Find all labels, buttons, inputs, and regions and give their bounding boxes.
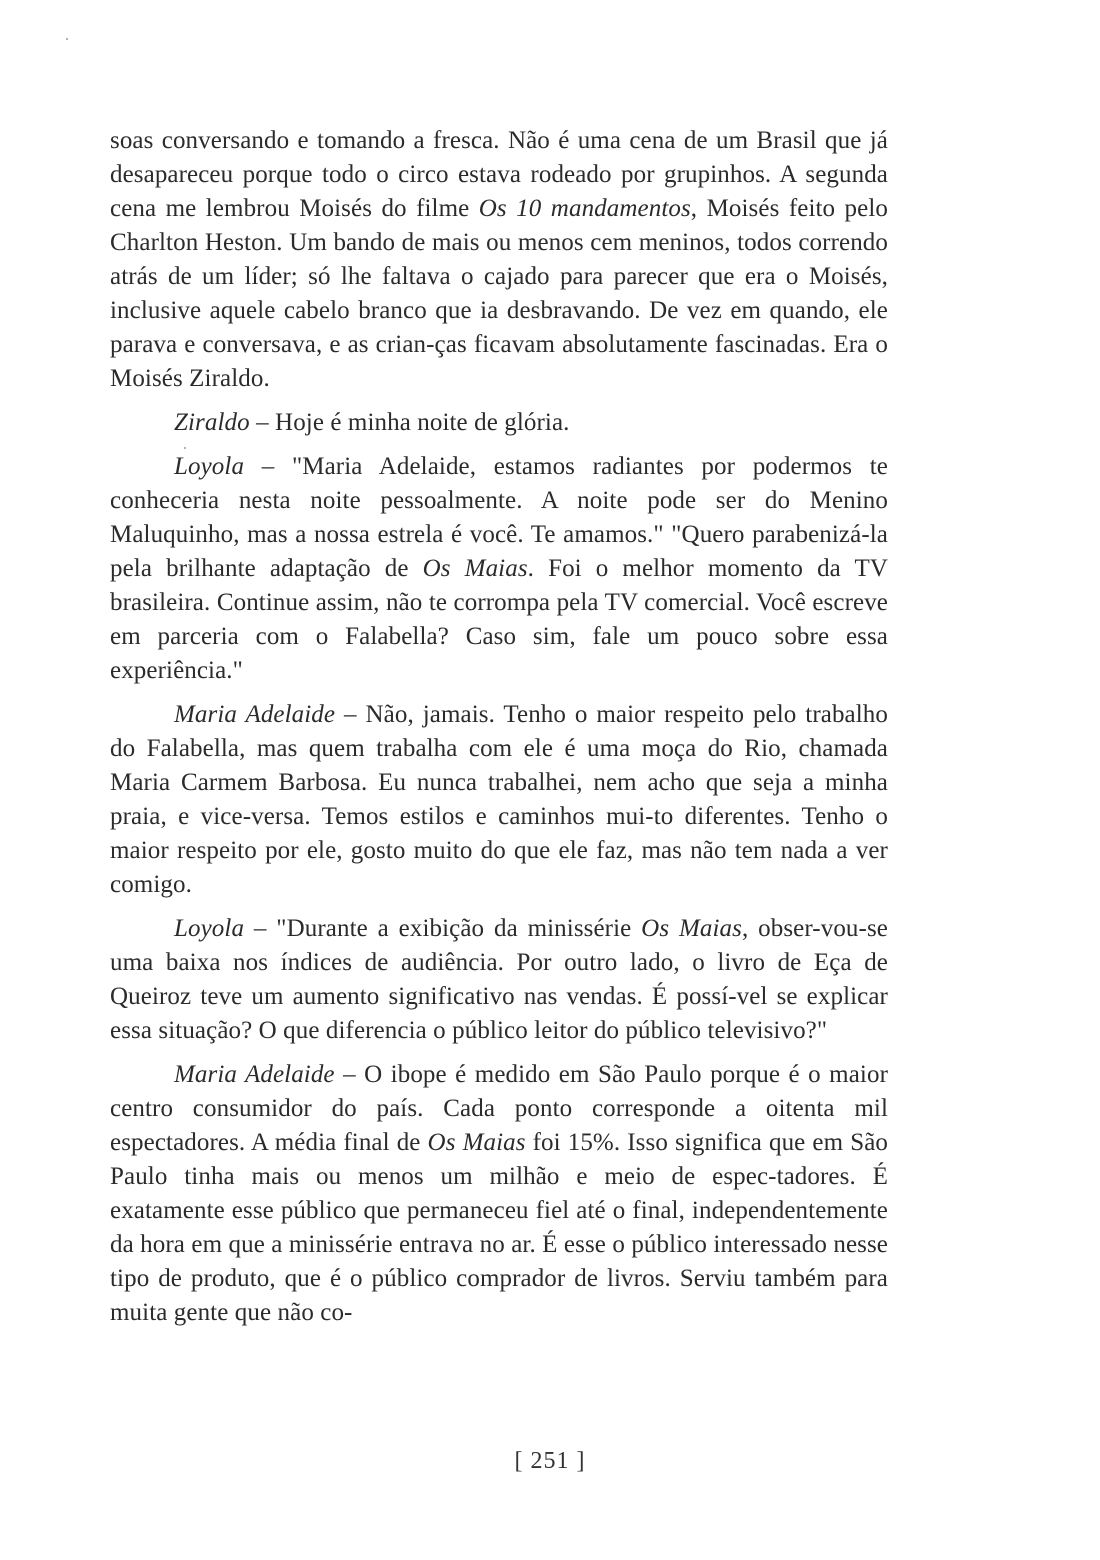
text-run: – Não, jamais. Tenho o maior respeito pelo trabalho do Falabella, mas quem trabalha com ele é uma moça do Rio, chamada Maria Carmem Barbosa. Eu nunca trabalhei, nem acho que seja a minha praia, e vice-versa. Temos estilos e caminhos mui-to diferentes. Tenho o maior respeito por ele, gosto muito do que ele faz, mas não tem nada a ver comigo.	[110, 701, 888, 898]
series-title: Os Maias	[427, 1129, 526, 1156]
text-run: – Hoje é minha noite de glória.	[249, 409, 570, 436]
series-title: Os Maias	[422, 555, 528, 582]
paragraph	[110, 450, 888, 688]
scan-speck	[66, 38, 68, 40]
text-run: – "Maria Adelaide, estamos radiantes por podermos te conheceria nesta noite pessoalmente. A noite pode ser do Menino Maluquinho, mas a nossa estrela é você. Te amamos." "Quero parabenizá-la pela brilhante adaptação de	[110, 453, 888, 582]
text-run: – O ibope é medido em São Paulo porque é o maior centro consumidor do país. Cada ponto corresponde a oitenta mil espectadores. A média final de	[110, 1061, 888, 1156]
speaker-name: Loyola	[174, 453, 245, 480]
speaker-name: Ziraldo	[174, 409, 250, 436]
page-number: [ 251 ]	[514, 1448, 586, 1474]
paragraph	[110, 912, 888, 1048]
text-run: soas conversando e tomando a fresca. Não é uma cena de um Brasil que já desapareceu porque todo o circo estava rodeado por grupinhos. A segunda cena me lembrou Moisés do filme	[110, 127, 888, 222]
speaker-name: Maria Adelaide	[174, 701, 336, 728]
paragraph	[110, 124, 888, 396]
paragraph	[110, 698, 888, 902]
text-run: , obser-vou-se uma baixa nos índices de audiência. Por outro lado, o livro de Eça de Queiroz teve um aumento significativo nas vendas. É possí-vel se explicar essa situação? O que diferencia o público leitor do público televisivo?"	[110, 915, 888, 1044]
body-text	[110, 124, 888, 1340]
speaker-name: Maria Adelaide	[174, 1061, 335, 1088]
speaker-name: Loyola	[174, 915, 245, 942]
series-title: Os Maias	[641, 915, 742, 942]
paragraph	[110, 406, 888, 440]
text-run: – "Durante a exibição da minissérie	[244, 915, 642, 942]
text-run: . Foi o melhor momento da TV brasileira. Continue assim, não te corrompa pela TV comercial. Você escreve em parceria com o Falabella? Caso sim, fale um pouco sobre essa experiência."	[110, 555, 888, 684]
film-title: Os 10 mandamentos	[478, 195, 691, 222]
paragraph	[110, 1058, 888, 1330]
text-run: foi 15%. Isso significa que em São Paulo tinha mais ou menos um milhão e meio de espec-tadores. É exatamente esse público que permaneceu fiel até o final, independentemente da hora em que a minissérie entrava no ar. É esse o público interessado nesse tipo de produto, que é o público comprador de livros. Serviu também para muita gente que não co-	[110, 1129, 888, 1326]
text-run: , Moisés feito pelo Charlton Heston. Um bando de mais ou menos cem meninos, todos correndo atrás de um líder; só lhe faltava o cajado para parecer que era o Moisés, inclusive aquele cabelo branco que ia desbravando. De vez em quando, ele parava e conversava, e as crian-ças ficavam absolutamente fascinadas. Era o Moisés Ziraldo.	[110, 195, 888, 392]
